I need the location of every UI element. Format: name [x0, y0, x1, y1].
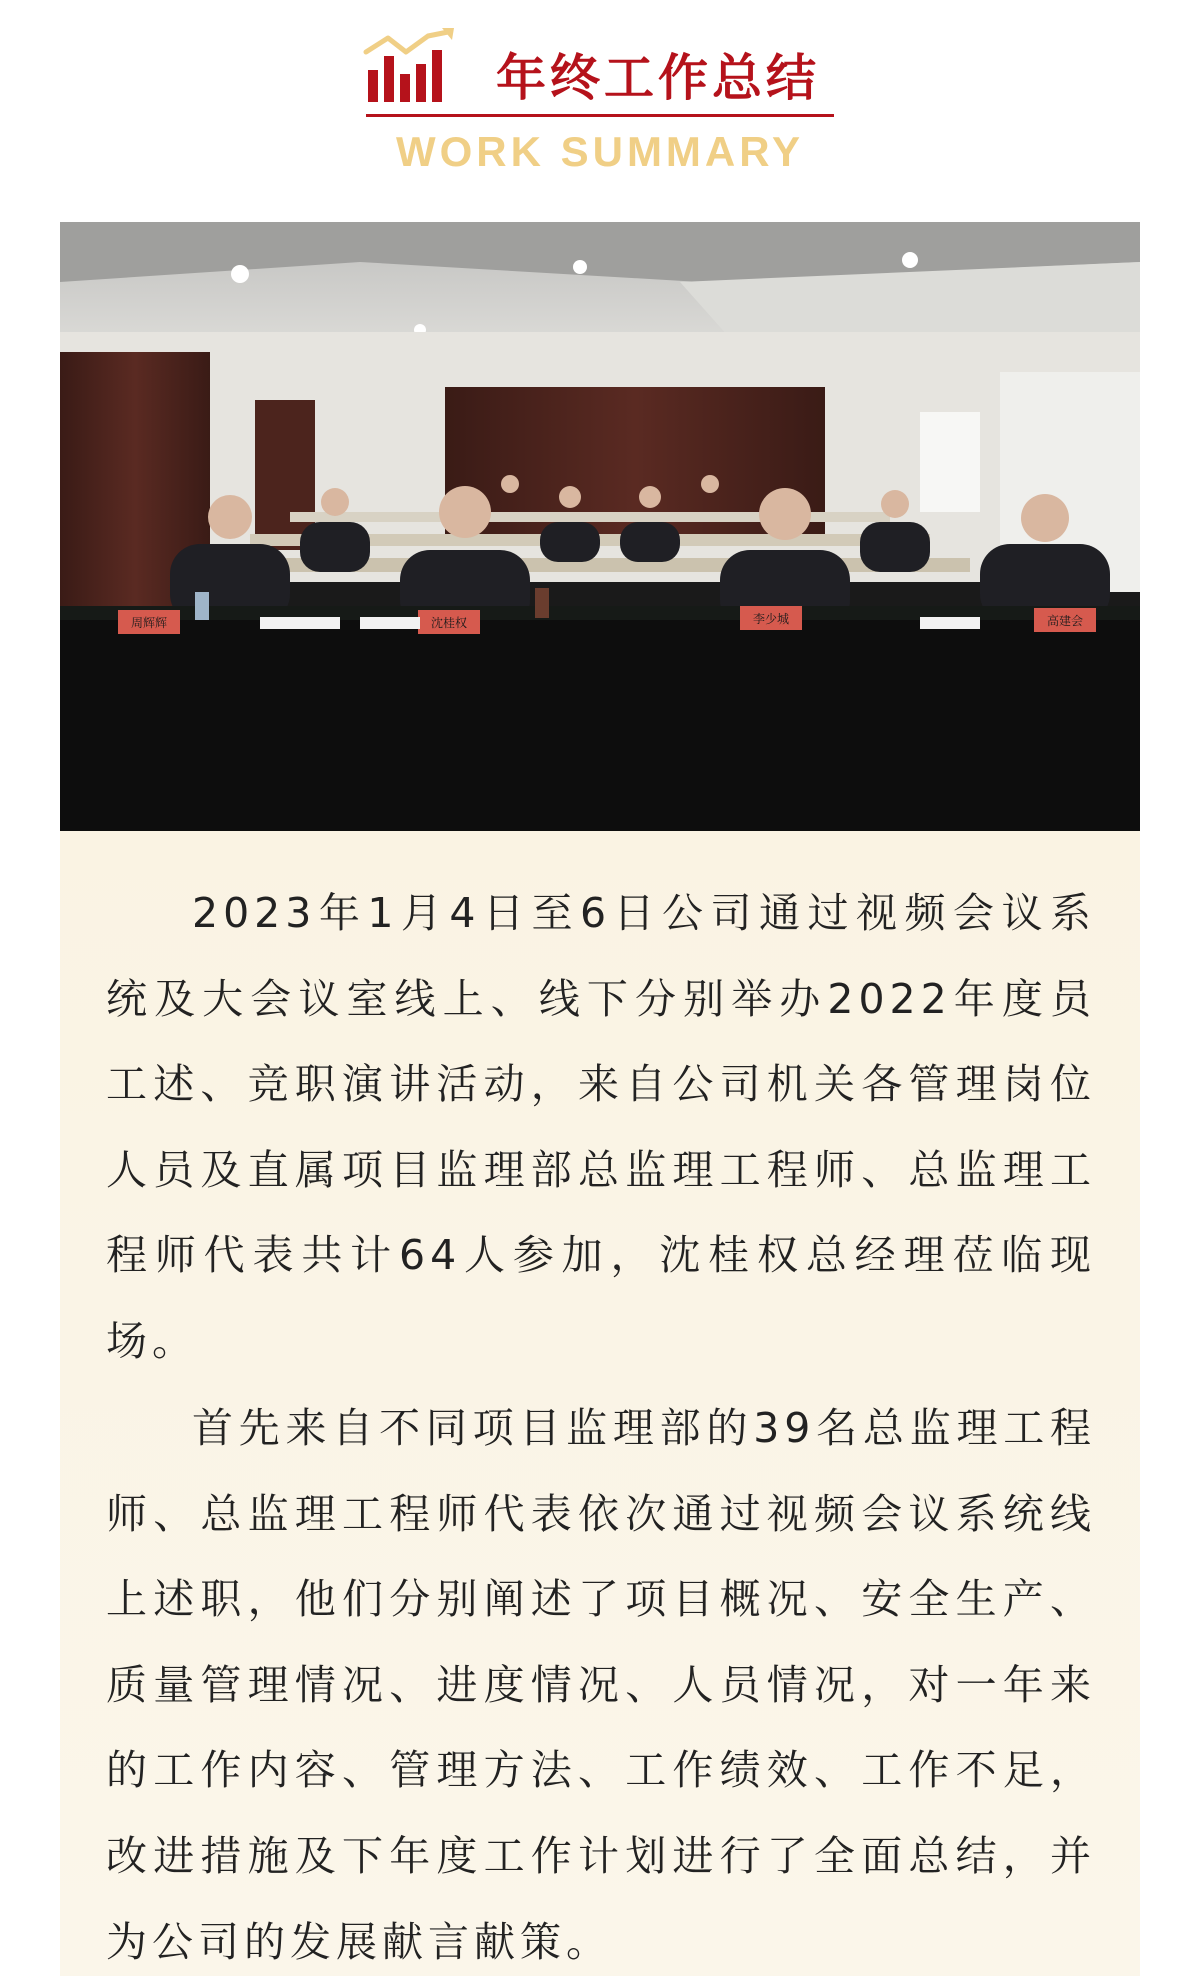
name-card: 周辉辉 [130, 616, 168, 630]
bar-chart-rising-icon [362, 26, 462, 106]
paragraph: 首先来自不同项目监理部的39名总监理工程师、总监理工程师代表依次通过视频会议系统线上述职，他们分别阐述了项目概况、安全生产、质量管理情况、进度情况、人员情况，对一年来的工作内容、管理方法、工作绩效、工作不足，改进措施及下年度工作计划进行了全面总结，并为公司的发展献言献策。 [106, 1404, 1096, 1966]
name-card: 高建会 [1046, 614, 1084, 628]
paragraph: 2023年1月4日至6日公司通过视频会议系统及大会议室线上、线下分别举办2022年度员工述、竞职演讲活动，来自公司机关各管理岗位人员及直属项目监理部总监理工程师、总监理工程师代表共计64人参加，沈桂权总经理莅临现场。 [106, 889, 1096, 1365]
article-body [60, 831, 1140, 1976]
page-subtitle: WORK SUMMARY [395, 128, 805, 175]
name-card: 李少城 [752, 612, 790, 626]
title-divider [366, 114, 834, 117]
header [0, 0, 1200, 200]
meeting-photo [60, 222, 1140, 831]
name-card: 沈桂权 [430, 616, 468, 630]
page-title: 年终工作总结 [496, 49, 820, 107]
